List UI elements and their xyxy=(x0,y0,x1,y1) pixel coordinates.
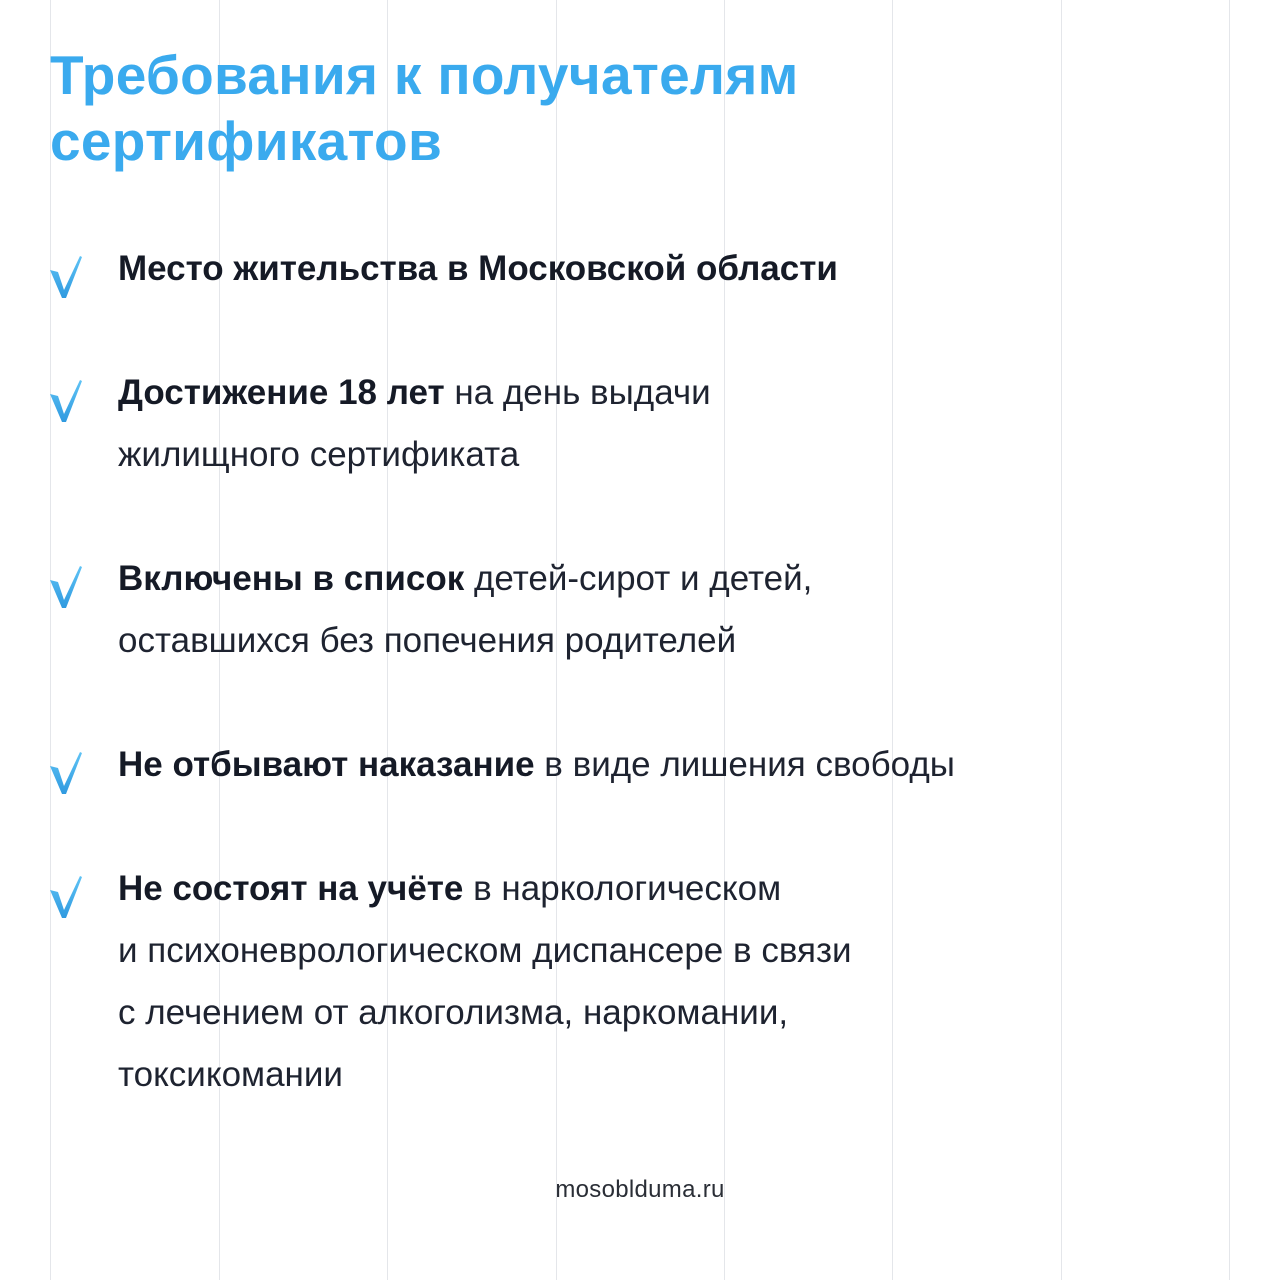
item-line-2: жилищного сертификата xyxy=(118,435,520,474)
item-text xyxy=(118,362,711,486)
checkmark-icon xyxy=(50,752,84,794)
item-line-2: оставшихся без попечения родителей xyxy=(118,621,737,660)
item-rest-text: в виде лишения свободы xyxy=(534,745,955,784)
item-line-2: и психоневрологическом диспансере в связи xyxy=(118,931,852,970)
title-line-2: сертификатов xyxy=(50,110,443,172)
checkmark-icon xyxy=(50,566,84,608)
page-title xyxy=(50,42,799,174)
item-rest-text: в наркологическом xyxy=(463,869,782,908)
grid-line xyxy=(892,0,893,1280)
item-text xyxy=(118,734,955,796)
grid-line xyxy=(1061,0,1062,1280)
checkmark-icon xyxy=(50,876,84,918)
item-rest-text: на день выдачи xyxy=(444,373,711,412)
title-line-1: Требования к получателям xyxy=(50,44,799,106)
item-text xyxy=(118,548,812,672)
item-bold-text: Включены в список xyxy=(118,559,465,598)
item-bold-text: Не отбывают наказание xyxy=(118,745,535,784)
item-text xyxy=(118,858,852,1106)
item-bold-text: Не состоят на учёте xyxy=(118,869,464,908)
checkmark-icon xyxy=(50,256,84,298)
item-bold-text: Место жительства в Московской области xyxy=(118,249,838,288)
checkmark-icon xyxy=(50,380,84,422)
item-rest-text: детей-сирот и детей, xyxy=(464,559,813,598)
item-text xyxy=(118,238,838,300)
grid-line xyxy=(50,0,51,1280)
item-line-3: с лечением от алкоголизма, наркомании, xyxy=(118,993,789,1032)
grid-line xyxy=(1229,0,1230,1280)
footer-site-link[interactable]: mosobldumа.ru xyxy=(555,1176,725,1203)
item-bold-text: Достижение 18 лет xyxy=(118,373,445,412)
item-line-4: токсикомании xyxy=(118,1055,343,1094)
